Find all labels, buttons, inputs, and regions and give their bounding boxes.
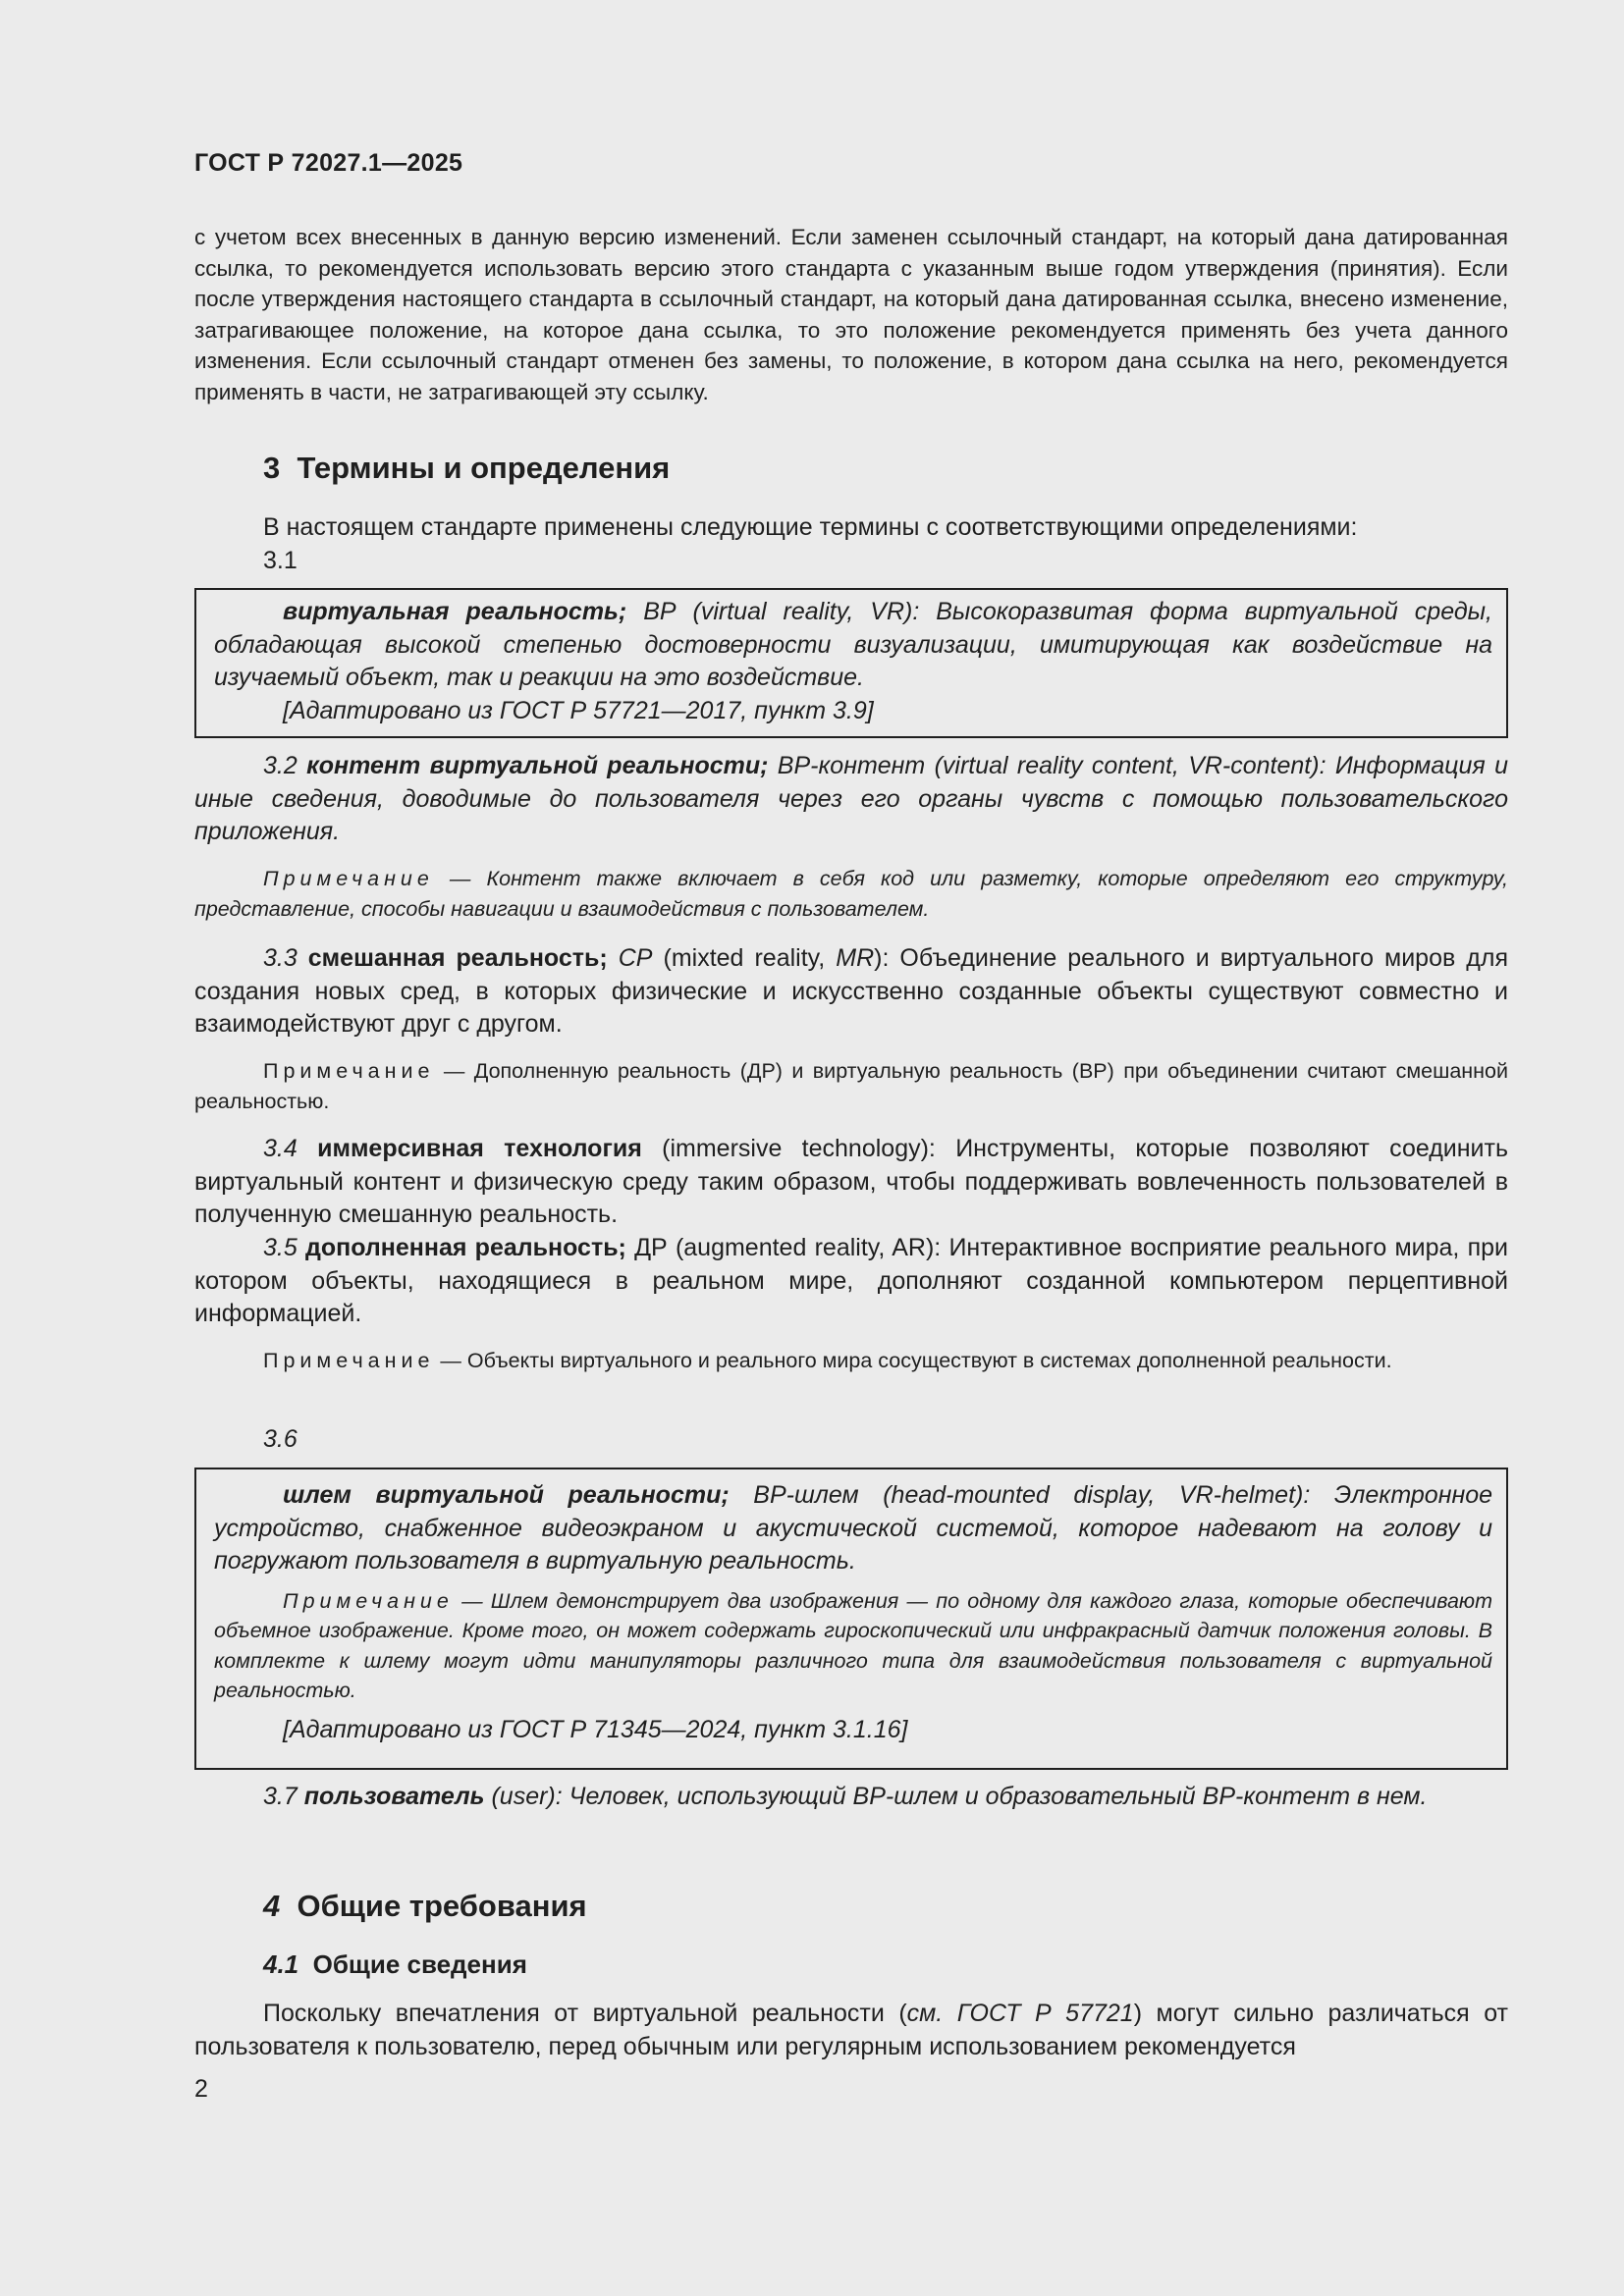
term-3-2-definition: [194, 750, 1508, 849]
term-3-2-note: [194, 864, 1508, 924]
section-4-heading: [263, 1887, 1508, 1926]
term-3-3-number: 3.3: [263, 944, 308, 972]
term-3-4-definition: [194, 1133, 1508, 1232]
term-3-6-number: 3.6: [263, 1425, 298, 1453]
section-4-paragraph-text: [194, 1998, 1508, 2063]
term-3-2-note-text: [194, 864, 1508, 924]
subsection-4-1-number: 4.1: [263, 1949, 299, 1979]
term-3-7: [194, 1781, 1508, 1814]
term-3-2-term: контент виртуальной реальности;: [306, 752, 769, 779]
term-3-5-definition: [194, 1232, 1508, 1331]
term-3-1-source: [Адаптировано из ГОСТ Р 57721—2017, пункт 3.9]: [283, 696, 874, 724]
page-number: 2: [194, 2075, 208, 2103]
term-3-1-term: виртуальная реальность;: [283, 598, 627, 625]
section-4-p-a: Поскольку впечатления от виртуальной реальности (: [263, 2000, 907, 2027]
subsection-4-1-heading: [263, 1948, 1508, 1981]
term-3-4-number: 3.4: [263, 1135, 318, 1162]
section-3-lead-text: В настоящем стандарте применены следующие термины с соответствующими определениями:: [263, 513, 1358, 541]
term-3-3-note: [194, 1056, 1508, 1116]
term-3-1-box: [194, 588, 1508, 738]
term-3-6-note-label: Примечание: [283, 1588, 454, 1613]
term-3-5-def: ДР (augmented reality, AR): Интерактивное восприятие реального мира, при котором объекты, находящиеся в реальном мире, дополняют созданной компьютером перцептивной информацией.: [194, 1234, 1509, 1327]
term-3-1-definition: [214, 596, 1492, 695]
term-3-6-definition: [214, 1479, 1492, 1578]
intro-text: с учетом всех внесенных в данную версию изменений. Если заменен ссылочный стандарт, на который дана датированная ссылка, то рекомендуется использовать версию этого стандарта с указанным выше годом утверждения (принятия). Если после утверждения настоящего стандарта в ссылочный стандарт, на который дана датированная ссылка, внесено изменение, затрагивающее положение, на которое дана ссылка, то это положение рекомендуется применять без учета данного изменения. Если ссылочный стандарт отменен без замены, то положение, в котором дана ссылка на него, рекомендуется применять в части, не затрагивающей эту ссылку.: [194, 225, 1508, 404]
term-3-1-def: ВР (virtual reality, VR): Высокоразвитая форма виртуальной среды, обладающая высокой степенью достоверности визуализации, имитирующая как воздействие на изучаемый объект, так и реакции на это воздействие.: [214, 598, 1492, 691]
term-3-6-heading: [194, 1423, 1508, 1457]
term-3-7-term: пользователь: [303, 1783, 485, 1810]
section-3-heading: [263, 449, 1508, 488]
term-3-6-note-body: — Шлем демонстрирует два изображения — по одному для каждого глаза, которые обеспечивают объемное изображение. Кроме того, он может содержать гироскопический или инфракрасный датчик положения головы. В комплекте к шлему могут идти манипуляторы различного типа для взаимодействия пользователя с виртуальной реальностью.: [214, 1588, 1492, 1702]
term-3-2: [194, 750, 1508, 849]
term-3-2-def: ВР-контент (virtual reality content, VR-content): Информация и иные сведения, доводимые до пользователя через его органы чувств с помощью пользовательского приложения.: [194, 752, 1508, 845]
term-3-3-note-text: [194, 1056, 1508, 1116]
term-3-5-note: [194, 1346, 1508, 1376]
section-3-title: Термины и определения: [297, 451, 671, 485]
term-3-4-def: (immersive technology): Инструменты, которые позволяют соединить виртуальный контент и физическую среду таким образом, чтобы поддерживать вовлеченность пользователей в полученную смешанную реальность.: [194, 1135, 1508, 1228]
term-3-7-def: (user): Человек, использующий ВР-шлем и образовательный ВР-контент в нем.: [484, 1783, 1428, 1810]
section-3-lead: [194, 511, 1508, 577]
term-3-1-number: 3.1: [263, 546, 298, 574]
term-3-5-term: дополненная реальность;: [304, 1234, 626, 1261]
term-3-6-def: ВР-шлем (head-mounted display, VR-helmet): Электронное устройство, снабженное видеоэкраном и акустической системой, которое надевают на голову и погружают пользователя в виртуальную реальность.: [214, 1481, 1493, 1575]
term-3-3-term: смешанная реальность;: [307, 944, 608, 972]
section-4-number: 4: [263, 1889, 281, 1923]
term-3-3-abbr: СР: [607, 944, 653, 972]
intro-paragraph: [194, 222, 1508, 407]
section-3-number: 3: [263, 451, 281, 485]
term-3-2-number: 3.2: [263, 752, 307, 779]
term-3-5-note-text: [194, 1346, 1508, 1376]
section-4-title: Общие требования: [297, 1889, 587, 1923]
term-3-6-source: [Адаптировано из ГОСТ Р 71345—2024, пункт 3.1.16]: [283, 1715, 908, 1743]
subsection-4-1-title: Общие сведения: [312, 1949, 527, 1979]
term-3-5: [194, 1232, 1508, 1331]
running-header: ГОСТ Р 72027.1—2025: [194, 149, 463, 177]
term-3-4-term: иммерсивная технология: [317, 1135, 642, 1162]
term-3-3-def-b: ): Объединение реального и виртуального миров для создания новых сред, в которых физические и искусственно созданные объекты существуют совместно и взаимодействуют друг с другом.: [194, 944, 1508, 1038]
term-3-6-term: шлем виртуальной реальности;: [283, 1481, 730, 1509]
term-3-3-note-label: Примечание: [263, 1059, 435, 1083]
term-3-2-note-label: Примечание: [263, 867, 434, 890]
term-3-6-note: [214, 1586, 1492, 1706]
term-3-6-box: [194, 1468, 1508, 1770]
term-3-3-def-a: (mixted reality,: [652, 944, 837, 972]
term-3-3-note-body: — Дополненную реальность (ДР) и виртуальную реальность (ВР) при объединении считают смешанной реальностью.: [194, 1059, 1508, 1113]
term-3-3-abbr-en: MR: [836, 944, 875, 972]
term-3-3-definition: [194, 942, 1508, 1041]
term-3-7-number: 3.7: [263, 1783, 304, 1810]
term-3-7-definition: [194, 1781, 1508, 1814]
term-3-5-note-body: — Объекты виртуального и реального мира сосуществуют в системах дополненной реальности.: [434, 1349, 1392, 1372]
term-3-3: [194, 942, 1508, 1041]
section-4-p-ref: см. ГОСТ Р 57721: [906, 2000, 1134, 2027]
term-3-2-note-body: — Контент также включает в себя код или разметку, которые определяют его структуру, представление, способы навигации и взаимодействия с пользователем.: [194, 867, 1508, 921]
term-3-5-number: 3.5: [263, 1234, 305, 1261]
term-3-4: [194, 1133, 1508, 1232]
term-3-5-note-label: Примечание: [263, 1349, 435, 1372]
section-4-paragraph: [194, 1998, 1508, 2063]
section-4-p-b: ) могут сильно различаться от пользователя к пользователю, перед обычным или регулярным использованием рекомендуется: [194, 2000, 1508, 2060]
